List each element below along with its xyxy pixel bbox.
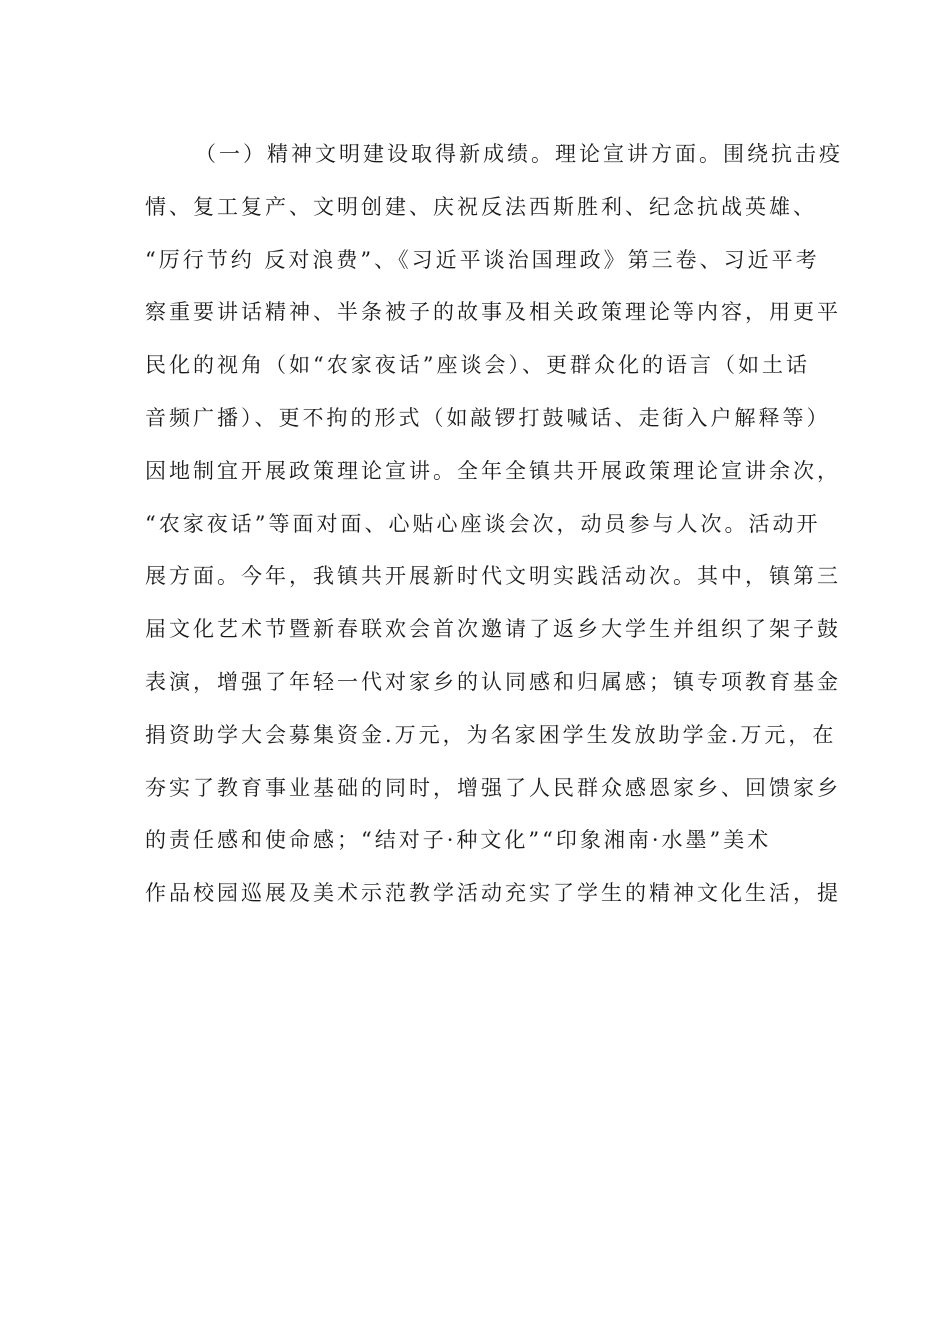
paragraph-line: 展方面。今年，我镇共开展新时代文明实践活动次。其中，镇第三 <box>145 564 841 589</box>
paragraph-line: 捐资助学大会募集资金.万元，为名家困学生发放助学金.万元，在 <box>145 722 837 747</box>
paragraph-line: 作品校园巡展及美术示范教学活动充实了学生的精神文化生活，提 <box>145 881 841 906</box>
paragraph-line: 因地制宜开展政策理论宣讲。全年全镇共开展政策理论宣讲余次， <box>145 458 841 483</box>
paragraph-line: （一）精神文明建设取得新成绩。理论宣讲方面。围绕抗击疫 <box>195 142 843 166</box>
paragraph-line: 察重要讲话精神、半条被子的故事及相关政策理论等内容，用更平 <box>145 300 841 325</box>
paragraph-line: 音频广播）、更不拘的形式（如敲锣打鼓喊话、走街入户解释等） <box>145 405 831 430</box>
paragraph-line: 民化的视角（如“农家夜话”座谈会）、更群众化的语言（如土话 <box>145 353 810 378</box>
paragraph-line: 情、复工复产、文明创建、庆祝反法西斯胜利、纪念抗战英雄、 <box>145 194 817 219</box>
paragraph-line: 届文化艺术节暨新春联欢会首次邀请了返乡大学生并组织了架子鼓 <box>145 617 841 642</box>
paragraph-line: “农家夜话”等面对面、心贴心座谈会次，动员参与人次。活动开 <box>145 511 821 536</box>
paragraph-line: 夯实了教育事业基础的同时，增强了人民群众感恩家乡、回馈家乡 <box>145 775 841 800</box>
paragraph-line: 表演，增强了年轻一代对家乡的认同感和归属感；镇专项教育基金 <box>145 669 841 694</box>
paragraph-line: 的责任感和使命感；“结对子·种文化”“印象湘南·水墨”美术 <box>145 828 772 853</box>
body-paragraph <box>145 136 843 928</box>
paragraph-line: “厉行节约 反对浪费”、《习近平谈治国理政》第三卷、习近平考 <box>145 247 820 272</box>
